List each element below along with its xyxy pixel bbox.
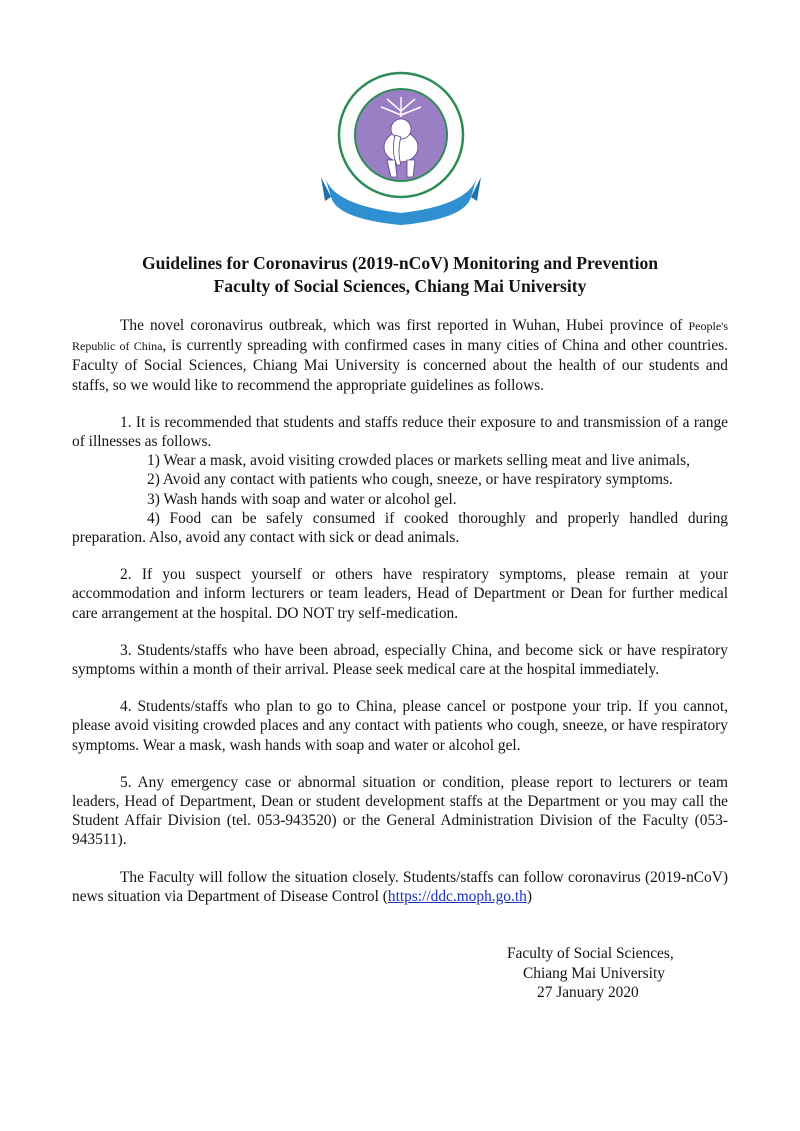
signature-line-1: Faculty of Social Sciences, (507, 945, 674, 962)
guideline-item-5: 5. Any emergency case or abnormal situation or condition, please report to lecturers or team leaders, Head of Department, Dean or student development staffs at the Department or you may call the Student Affair Division (tel. 053-943520) or the General Administration Division of the Faculty (053-943511). (72, 773, 728, 849)
closing-text: The Faculty will follow the situation closely. Students/staffs can follow coronavirus (2019-nCoV) news situation via Department of Disease Control ( (72, 868, 728, 905)
document-body (72, 316, 728, 906)
guideline-sub-4: 4) Food can be safely consumed if cooked thoroughly and properly handled during preparation. Also, avoid any contact with sick or dead animals. (72, 509, 728, 547)
intro-paragraph (72, 316, 728, 395)
guideline-sub-2: 2) Avoid any contact with patients who cough, sneeze, or have respiratory symptoms. (147, 471, 673, 489)
intro-text-after: , is currently spreading with confirmed cases in many cities of China and other countries. Faculty of Social Sciences, Chiang Mai University is concerned about the health of our students and staffs, so we would like to recommend the appropriate guidelines as follows. (72, 337, 729, 394)
guideline-sub-1: 1) Wear a mask, avoid visiting crowded places or markets selling meat and live animals, (147, 452, 690, 470)
ddc-link[interactable]: https://ddc.moph.go.th (387, 887, 527, 905)
signature-date: 27 January 2020 (537, 984, 639, 1001)
guideline-item-1: 1. It is recommended that students and staffs reduce their exposure to and transmission of a range of illnesses as follows. (72, 413, 728, 451)
guideline-sub-3: 3) Wash hands with soap and water or alcohol gel. (147, 490, 457, 508)
guideline-item-4: 4. Students/staffs who plan to go to China, please cancel or postpone your trip. If you cannot, please avoid visiting crowded places and any contact with patients who cough, sneeze, or have respiratory symptoms. Wear a mask, wash hands with soap and water or alcohol gel. (72, 698, 728, 754)
guideline-item-2: 2. If you suspect yourself or others have respiratory symptoms, please remain at your accommodation and inform lecturers or team leaders, Head of Department or Dean for further medical care arrangement at the hospital. DO NOT try self-medication. (72, 566, 728, 622)
title-line-1: Guidelines for Coronavirus (2019-nCoV) Monitoring and Prevention (141, 253, 659, 273)
closing-paragraph (72, 868, 728, 906)
signature-line-2: Chiang Mai University (523, 964, 665, 982)
intro-text-before: The novel coronavirus outbreak, which was first reported in Wuhan, Hubei province of (120, 317, 689, 334)
guideline-item-3: 3. Students/staffs who have been abroad, especially China, and become sick or have respiratory symptoms within a month of their arrival. Please seek medical care at the hospital immediately. (72, 641, 728, 679)
intro-country: People's Republic of China (72, 319, 728, 354)
signature-block (507, 944, 674, 1003)
document-title (0, 252, 800, 298)
title-line-2: Faculty of Social Sciences, Chiang Mai University (213, 276, 587, 296)
closing-end: ) (526, 887, 532, 905)
faculty-logo (315, 65, 487, 227)
